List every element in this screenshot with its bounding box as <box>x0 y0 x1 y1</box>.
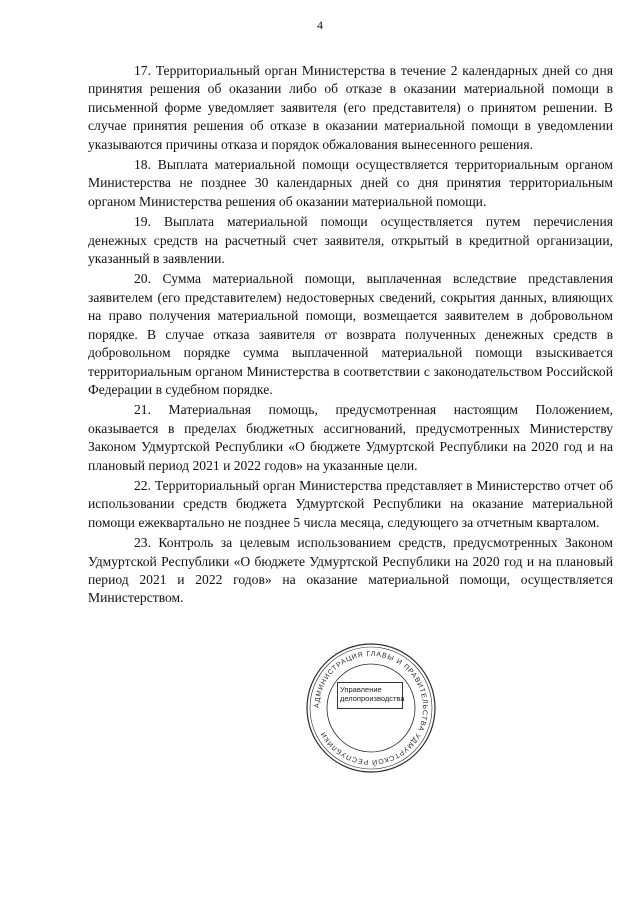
stamp-ring-text: АДМИНИСТРАЦИЯ ГЛАВЫ И ПРАВИТЕЛЬСТВА УДМУРТСКОЙ РЕСПУБЛИКИ <box>313 650 429 766</box>
paragraph-21: 21. Материальная помощь, предусмотренная настоящим Положением, оказывается в пределах бюджетных ассигнований, предусмотренных Министерству Законом Удмуртской Республики «О бюджете Удмуртской Республики на 2020 год и на плановый период 2021 и 2022 годов» на указанные цели. <box>88 402 613 473</box>
stamp-label-line2: делопроизводства <box>340 694 405 703</box>
paragraph-19: 19. Выплата материальной помощи осуществляется путем перечисления денежных средств на расчетный счет заявителя, открытый в кредитной организации, указанный в заявлении. <box>88 214 613 267</box>
page-number: 4 <box>317 18 323 32</box>
stamp-label-box <box>337 682 403 709</box>
paragraph-22: 22. Территориальный орган Министерства представляет в Министерство отчет об использовании средств бюджета Удмуртской Республики на оказание материальной помощи ежеквартально не позднее 5 числа месяца, следующего за отчетным кварталом. <box>88 477 613 530</box>
official-stamp <box>303 640 439 776</box>
stamp-label-line1: Управление <box>340 685 382 694</box>
paragraph-23: 23. Контроль за целевым использованием средств, предусмотренных Законом Удмуртской Республики «О бюджете Удмуртской Республики на 2020 год и на плановый период 2021 и 2022 годов» на оказание материальной помощи, осуществляется Министерством. <box>88 535 613 606</box>
paragraph-18: 18. Выплата материальной помощи осуществляется территориальным органом Министерства не позднее 30 календарных дней со дня принятия территориальным органом Министерства решения об оказании материальной помощи. <box>88 157 613 209</box>
paragraph-17: 17. Территориальный орган Министерства в течение 2 календарных дней со дня принятия решения об оказании либо об отказе в оказании материальной помощи в письменной форме уведомляет заявителя (его представителя) о принятом решении. В случае принятия решения об отказе в оказании материальной помощи в уведомлении указываются причины отказа и порядок обжалования вынесенного решения. <box>88 63 613 152</box>
document-body <box>88 62 613 610</box>
svg-text:АДМИНИСТРАЦИЯ ГЛАВЫ И ПРАВИТЕЛ <box>314 651 428 767</box>
paragraph-20: 20. Сумма материальной помощи, выплаченная вследствие представления заявителем (его представителем) недостоверных сведений, сокрытия данных, влияющих на право получения материальной помощи, возмещается заявителем в добровольном порядке. В случае отказа заявителя от возврата полученных денежных средств в добровольном порядке сумма выплаченной материальной помощи взыскивается территориальным органом Министерства в соответствии с законодательством Российской Федерации в судебном порядке. <box>88 271 613 397</box>
